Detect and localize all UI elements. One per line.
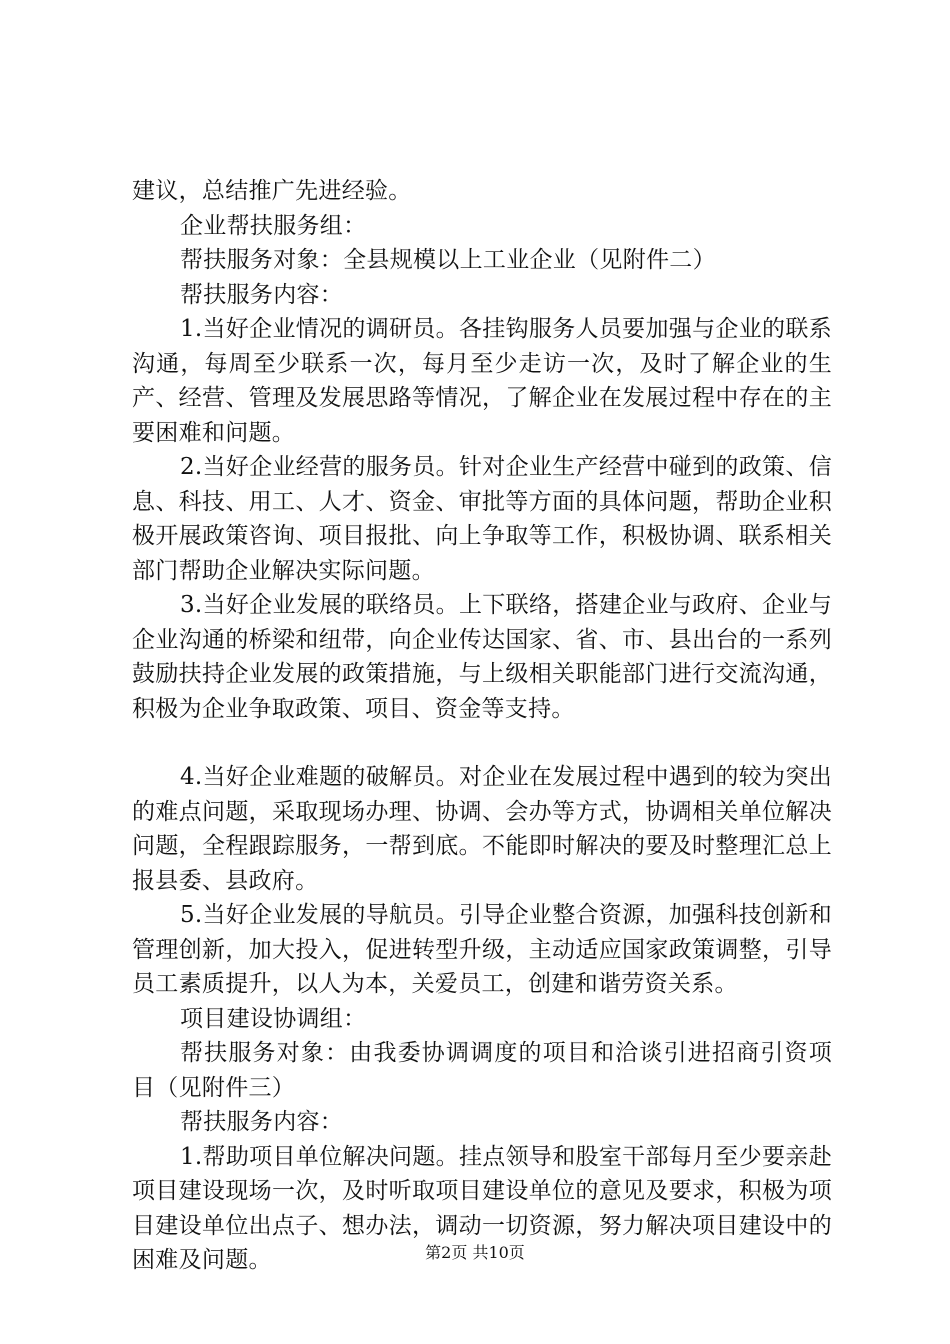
paragraph-item-3: 3.当好企业发展的联络员。上下联络，搭建企业与政府、企业与企业沟通的桥梁和纽带，向企业传达国家、省、市、县出台的一系列鼓励扶持企业发展的政策措施，与上级相关职能部门进行交流沟通，积极为企业争取政策、项目、资金等支持。 [132,592,832,722]
service-target-enterprise: 帮扶服务对象：全县规模以上工业企业（见附件二） [180,247,716,273]
paragraph-item-2: 2.当好企业经营的服务员。针对企业生产经营中碰到的政策、信息、科技、用工、人才、资金、审批等方面的具体问题，帮助企业积极开展政策咨询、项目报批、向上争取等工作，积极协调、联系相关部门帮助企业解决实际问题。 [132,454,832,584]
paragraph-item-5: 5.当好企业发展的导航员。引导企业整合资源，加强科技创新和管理创新，加大投入，促进转型升级，主动适应国家政策调整，引导员工素质提升，以人为本，关爱员工，创建和谐劳资关系。 [132,902,832,997]
document-body [132,174,832,1278]
paragraph-continuation: 建议，总结推广先进经验。 [132,178,412,204]
paragraph-item-1: 1.当好企业情况的调研员。各挂钩服务人员要加强与企业的联系沟通，每周至少联系一次，每月至少走访一次，及时了解企业的生产、经营、管理及发展思路等情况，了解企业在发展过程中存在的主要困难和问题。 [132,316,832,446]
paragraph-spacer [132,726,832,760]
section-heading-project-group: 项目建设协调组： [180,1005,367,1032]
service-content-heading-project: 帮扶服务内容： [180,1109,344,1135]
service-content-heading: 帮扶服务内容： [180,281,344,308]
paragraph-item-4: 4.当好企业难题的破解员。对企业在发展过程中遇到的较为突出的难点问题，采取现场办理、协调、会办等方式，协调相关单位解决问题，全程跟踪服务，一帮到底。不能即时解决的要及时整理汇总上报县委、县政府。 [132,764,832,894]
page-number-footer: 第2页 共10页 [425,1243,525,1262]
service-target-project: 帮扶服务对象：由我委协调调度的项目和洽谈引进招商引资项目（见附件三） [132,1040,832,1101]
paragraph-project-item-1: 1.帮助项目单位解决问题。挂点领导和股室干部每月至少要亲赴项目建设现场一次，及时听取项目建设单位的意见及要求，积极为项目建设单位出点子、想办法，调动一切资源，努力解决项目建设中的困难及问题。 [132,1143,832,1273]
section-heading-enterprise-group: 企业帮扶服务组： [180,212,367,239]
